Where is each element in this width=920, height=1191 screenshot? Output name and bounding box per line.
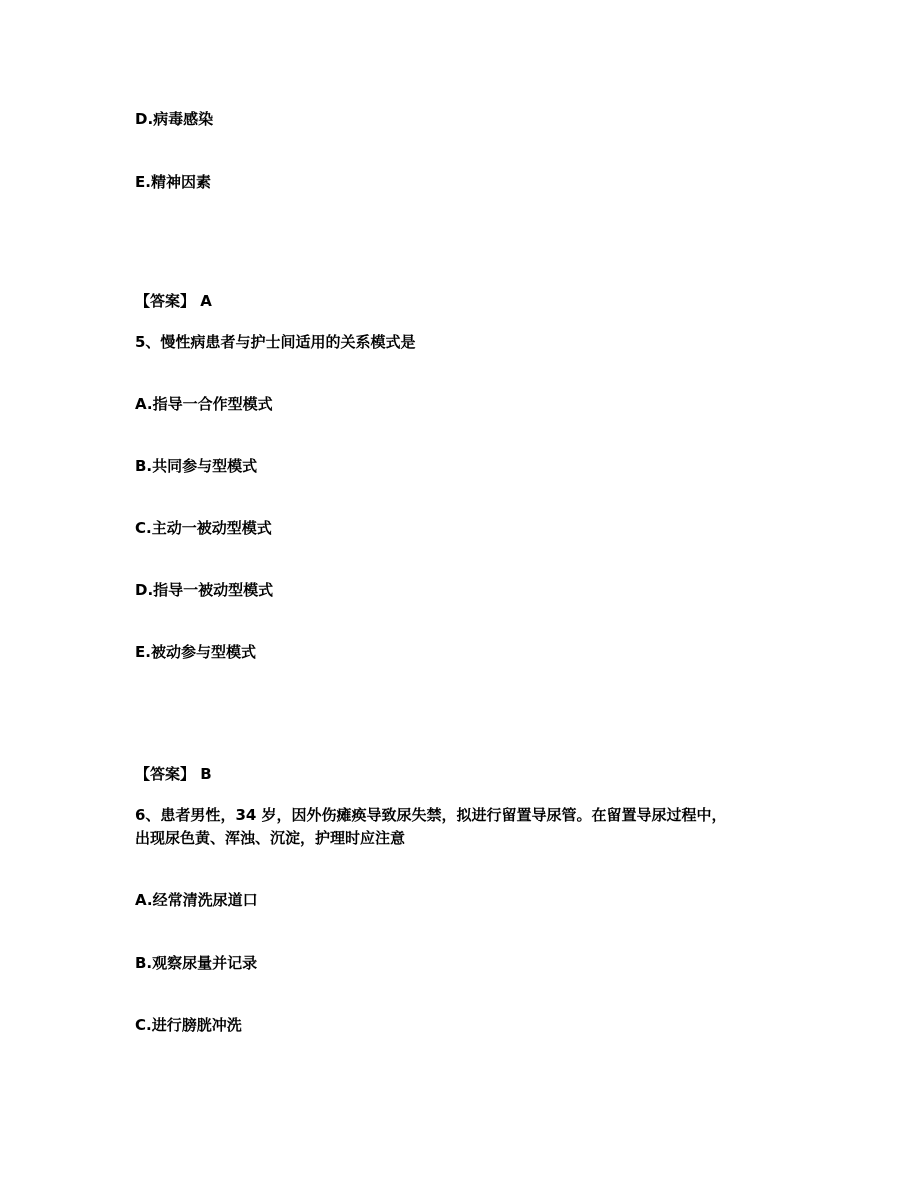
q6-option-c: C.进行膀胱冲洗	[135, 1016, 242, 1034]
q6-question-line1: 6、患者男性，34 岁，因外伤瘫痪导致尿失禁，拟进行留置导尿管。在留置导尿过程中，	[135, 806, 727, 824]
q6-question-line2: 出现尿色黄、浑浊、沉淀，护理时应注意	[135, 829, 406, 847]
q6-option-a: A.经常清洗尿道口	[135, 891, 258, 909]
q5-question: 5、慢性病患者与护士间适用的关系模式是	[135, 333, 416, 351]
q5-option-b: B.共同参与型模式	[135, 457, 258, 475]
q5-option-c: C.主动一被动型模式	[135, 519, 272, 537]
q4-option-d: D.病毒感染	[135, 110, 214, 128]
q6-option-b: B.观察尿量并记录	[135, 954, 258, 972]
q5-option-d: D.指导一被动型模式	[135, 581, 274, 599]
q4-answer: 【答案】 A	[135, 292, 212, 310]
q4-option-e: E.精神因素	[135, 173, 211, 191]
q5-answer: 【答案】 B	[135, 765, 212, 783]
q5-option-e: E.被动参与型模式	[135, 643, 256, 661]
q5-option-a: A.指导一合作型模式	[135, 395, 273, 413]
